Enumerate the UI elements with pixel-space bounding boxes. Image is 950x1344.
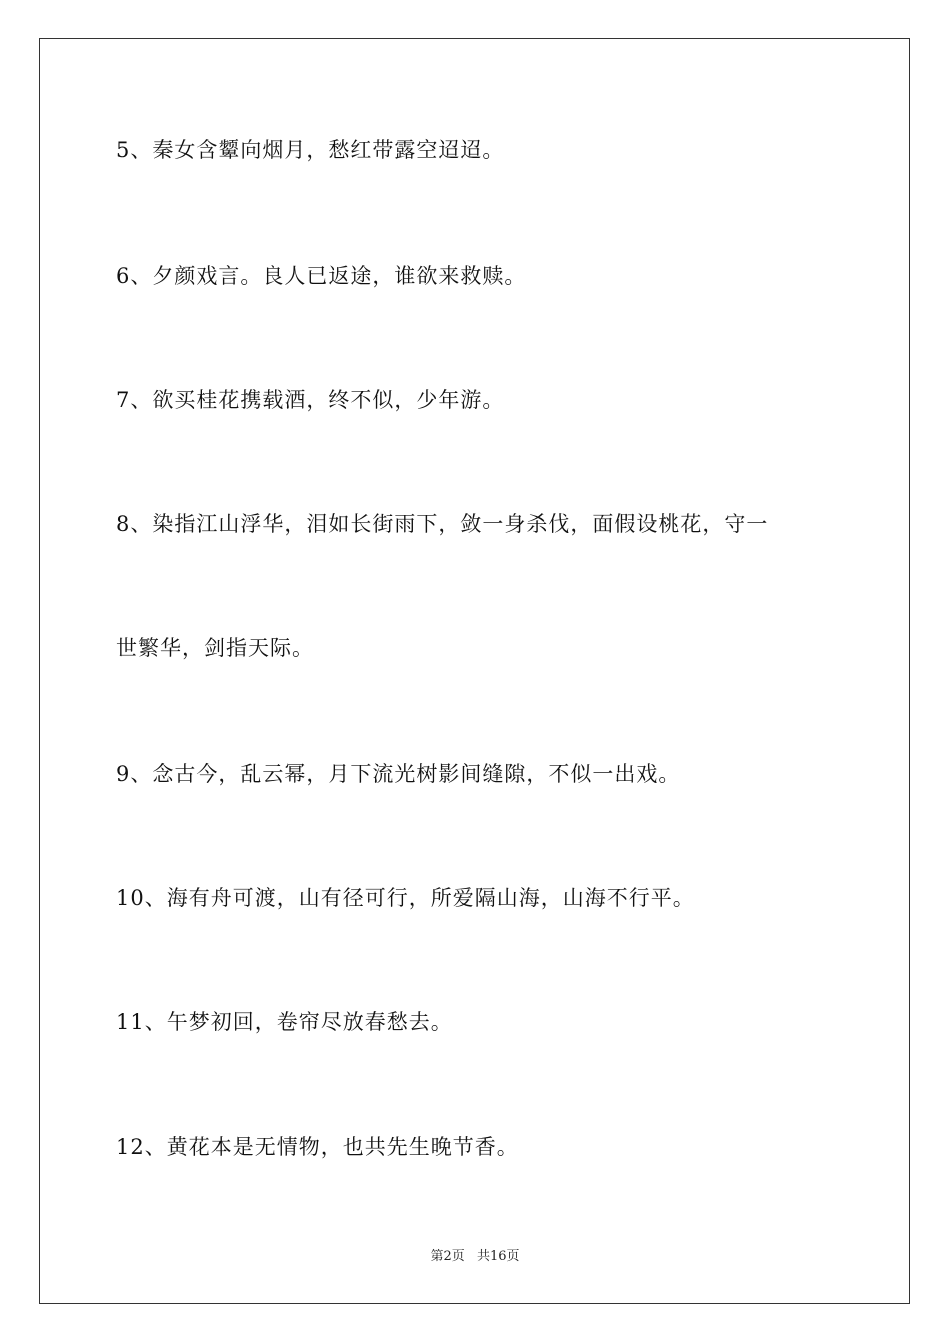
page-border (39, 38, 910, 1304)
page-footer (0, 1248, 950, 1266)
text-line-7: 7、欲买桂花携载酒，终不似，少年游。 (116, 388, 505, 412)
text-line-5: 5、秦女含颦向烟月，愁红带露空迢迢。 (116, 138, 505, 162)
text-line-8: 8、染指江山浮华，泪如长街雨下，敛一身杀伐，面假设桃花，守一 (116, 512, 769, 536)
text-line-6: 6、夕颜戏言。良人已返途，谁欲来救赎。 (116, 264, 527, 288)
page-number: 第2页 (430, 1249, 465, 1264)
text-line-11: 11、午梦初回，卷帘尽放春愁去。 (116, 1010, 453, 1034)
text-line-9: 9、念古今，乱云幂，月下流光树影间缝隙，不似一出戏。 (116, 762, 681, 786)
text-line-10: 10、海有舟可渡，山有径可行，所爱隔山海，山海不行平。 (116, 886, 695, 910)
page-total: 共16页 (476, 1249, 520, 1264)
text-line-8-continued: 世繁华，剑指天际。 (116, 636, 314, 660)
text-line-12: 12、黄花本是无情物，也共先生晚节香。 (116, 1135, 519, 1159)
